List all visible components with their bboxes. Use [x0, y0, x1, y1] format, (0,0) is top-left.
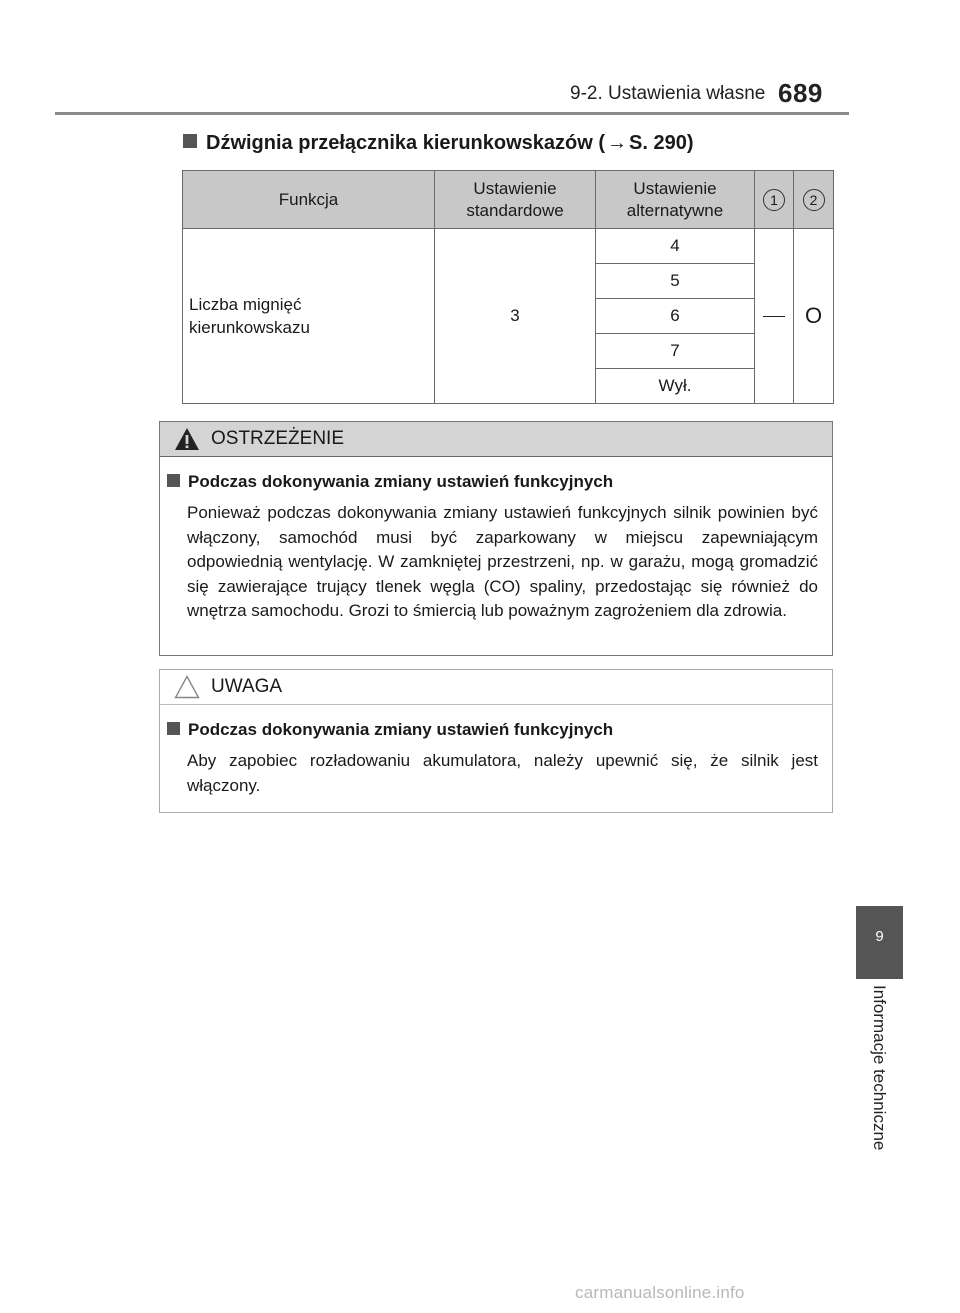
column-header-default: [435, 171, 596, 229]
chapter-label-text: Informacje techniczne: [870, 985, 889, 1151]
heading-title: Dźwignia przełącznika kierunkowskazów (: [206, 132, 606, 154]
arrow-icon: →: [607, 132, 628, 154]
default-value-cell: 3: [435, 229, 596, 404]
alternative-value-cell: 4: [596, 229, 755, 264]
warning-triangle-icon: [174, 427, 200, 451]
table-header-row: [183, 171, 834, 229]
warning-subheading: [167, 472, 832, 492]
page-number: 689: [778, 78, 823, 108]
chapter-number: 9: [875, 928, 884, 945]
warning-subheading-text: Podczas dokonywania zmiany ustawień funkcyjnych: [188, 472, 614, 491]
watermark: carmanualsonline.info: [575, 1283, 745, 1302]
settings-table: [182, 170, 834, 404]
square-bullet-icon: [183, 134, 197, 148]
column-header-alternative-text: Ustawienie alternatywne: [626, 178, 724, 220]
warning-title: OSTRZEŻENIE: [211, 428, 345, 449]
col1-cell: [755, 229, 794, 404]
circled-number-2-icon: 2: [803, 189, 825, 211]
chapter-label: [856, 985, 903, 1175]
caution-triangle-icon: [174, 675, 200, 699]
header-divider: [55, 112, 849, 115]
col2-cell: O: [794, 229, 834, 404]
column-header-function: Funkcja: [183, 171, 435, 229]
dash-mark: [763, 316, 785, 317]
column-header-2: [794, 171, 834, 229]
table-row: [183, 229, 834, 264]
caution-box: [159, 669, 833, 813]
caution-subheading-text: Podczas dokonywania zmiany ustawień funkcyjnych: [188, 720, 614, 739]
alternative-value-cell: 7: [596, 334, 755, 369]
caution-title: UWAGA: [211, 676, 283, 697]
function-name: Liczba mignięć kierunkowskazu: [189, 295, 310, 337]
section-heading: [183, 132, 694, 155]
circled-number-1-icon: 1: [763, 189, 785, 211]
caution-subheading: [167, 720, 832, 740]
header-section-title: 9-2. Ustawienia własne: [570, 83, 766, 104]
caution-text: Aby zapobiec rozładowaniu akumulatora, należy upewnić się, że silnik jest włączony.: [187, 751, 818, 795]
warning-header: [160, 422, 832, 457]
warning-box: [159, 421, 833, 656]
warning-text: Ponieważ podczas dokonywania zmiany ustawień funkcyjnych silnik powinien być włączony, samochód musi być zaparkowany w miejscu zapewniającym odpowiednią wentylację. W zamkniętej przestrzeni, np. w garażu, mogą gromadzić się zawierające trujący tlenek węgla (CO) spaliny, przedostając się również do wnętrza samochodu. Grozi to śmiercią lub poważnym zagrożeniem dla zdrowia.: [187, 503, 818, 620]
square-bullet-icon: [167, 722, 180, 735]
caution-header: [160, 670, 832, 705]
function-cell: [183, 229, 435, 404]
chapter-tab[interactable]: [856, 906, 903, 979]
column-header-default-text: Ustawienie standardowe: [466, 178, 564, 220]
heading-page-ref[interactable]: S. 290): [629, 132, 694, 154]
column-header-1: [755, 171, 794, 229]
column-header-alternative: [596, 171, 755, 229]
square-bullet-icon: [167, 474, 180, 487]
alternative-value-cell: 6: [596, 299, 755, 334]
alternative-value-cell: 5: [596, 264, 755, 299]
alternative-value-cell: Wył.: [596, 369, 755, 404]
